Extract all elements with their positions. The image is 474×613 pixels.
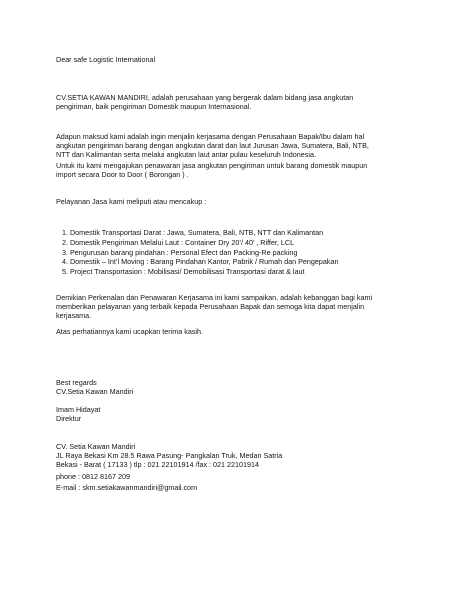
offer-line-2: import secara Door to Door ( Borongan ) . — [56, 170, 189, 179]
closing-line-2: memberikan pelayanan yang terbaik kepada Perusahaan Bapak dan semoga kita dapat menjalin — [56, 302, 365, 311]
service-item-4: 4. Domestik – Int’l Moving : Barang Pindahan Kantor, Pabrik / Rumah dan Pengepakan — [62, 257, 339, 266]
intro-line-2: pengiriman, baik pengiriman Domestik maupun Internasional. — [56, 102, 252, 111]
contact-phone: phone : 0812 8167 209 — [56, 472, 130, 481]
contact-address-line-1: JL Raya Bekasi Km 28.5 Rawa Pasung- Pangkalan Truk, Medan Satria — [56, 451, 283, 460]
closing-line-1: Demikian Perkenalan dan Penawaran Kerjasama ini kami sampaikan, adalah kebanggan bagi kami — [56, 293, 373, 302]
services-intro: Pelayanan Jasa kami meliputi atau mencakup : — [56, 197, 207, 206]
service-item-3: 3. Pengurusan barang pindahan : Personal Efect dan Packing-Re packing — [62, 248, 298, 257]
service-item-2: 2. Domestik Pengiriman Melalui Laut : Container Dry 20’/ 40’ , Riffer, LCL — [62, 238, 295, 247]
intro-line-1: CV.SETIA KAWAN MANDIRI, adalah perusahaan yang bergerak dalam bidang jasa angkutan — [56, 93, 354, 102]
service-item-1: 1. Domestik Transportasi Darat : Jawa, Sumatera, Bali, NTB, NTT dan Kalimantan — [62, 228, 324, 237]
offer-line-1: Untuk itu kami mengajukan penawaran jasa angkutan pengiriman untuk barang domestik maupun — [56, 161, 368, 170]
signer-title: Direktur — [56, 414, 82, 423]
closing-line-3: kerjasama. — [56, 311, 92, 320]
salutation: Dear safe Logistic International — [56, 55, 156, 64]
contact-company: CV. Setia Kawan Mandiri — [56, 442, 136, 451]
contact-email[interactable]: E-mail : skm.setiakawanmandiri@gmail.com — [56, 483, 198, 492]
purpose-line-1: Adapun maksud kami adalah ingin menjalin kerjasama dengan Perusahaan Bapak/Ibu dalam hal — [56, 132, 365, 141]
signer-name: Imam Hidayat — [56, 405, 101, 414]
purpose-line-2: angkutan pengiriman barang dengan angkutan darat dan laut Jurusan Jawa, Sumatera, Bali, NTB, — [56, 141, 369, 150]
thanks-line: Atas perhatiannya kami ucapkan terima kasih. — [56, 327, 204, 336]
purpose-line-3: NTT dan Kalimantan serta melalui angkutan laut antar pulau keseluruh Indonesia. — [56, 150, 316, 159]
regards-company: CV.Setia Kawan Mandiri — [56, 387, 134, 396]
regards-line: Best regards — [56, 378, 97, 387]
service-item-5: 5. Project Transportasion : Mobilisasi/ Demobilisasi Transportasi darat & laut — [62, 267, 305, 276]
contact-address-line-2: Bekasi - Barat ( 17133 ) tlp : 021 22101914 /fax : 021 22101914 — [56, 460, 259, 469]
